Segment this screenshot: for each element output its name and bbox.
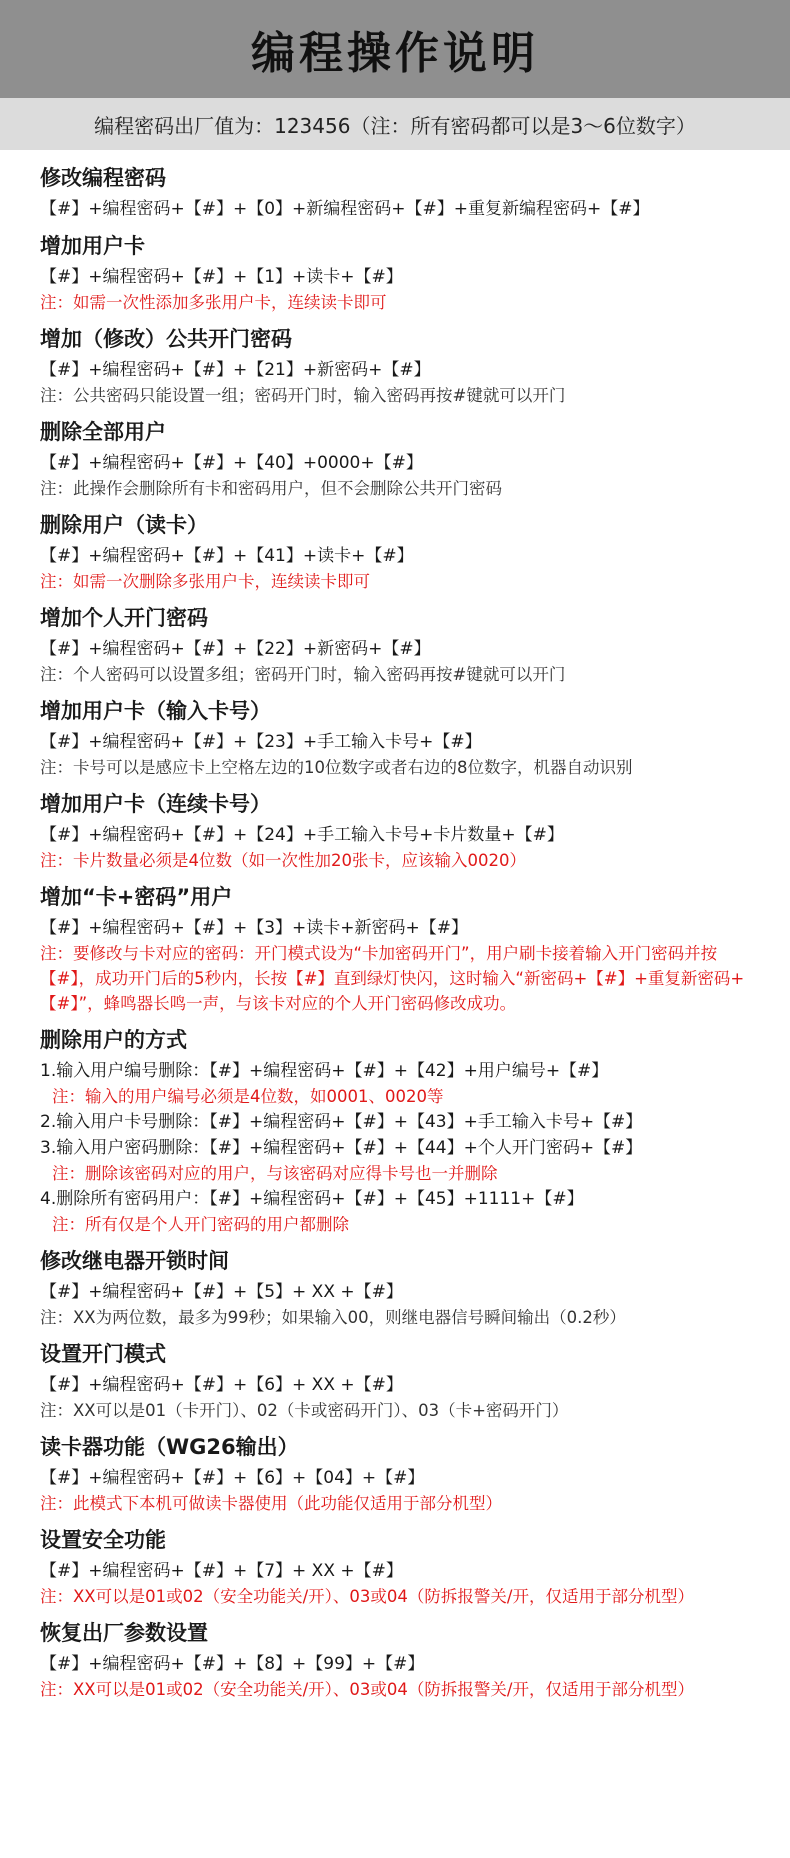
section-title: 增加“卡+密码”用户 <box>40 885 233 909</box>
section-add-consecutive-cards <box>40 790 750 873</box>
note-text: 注：此操作会删除所有卡和密码用户，但不会删除公共开门密码 <box>40 479 502 498</box>
section-public-password <box>40 325 750 408</box>
command-line: 【#】+编程密码+【#】+【3】+读卡+新密码+【#】 <box>40 918 469 938</box>
command-line: 【#】+编程密码+【#】+【21】+新密码+【#】 <box>40 360 431 380</box>
note-text: 注：要修改与卡对应的密码：开门模式设为“卡加密码开门”，用户刷卡接着输入开门密码并按【#】，成功开门后的5秒内，长按【#】直到绿灯快闪，这时输入“新密码+【#】+重复新密码+【#】”，蜂鸣器长鸣一声，与该卡对应的个人开门密码修改成功。 <box>40 944 745 1013</box>
page-title: 编程操作说明 <box>251 28 539 79</box>
note-text: 注：输入的用户编号必须是4位数，如0001、0020等 <box>52 1087 444 1106</box>
factory-password-note: 编程密码出厂值为：123456（注：所有密码都可以是3～6位数字） <box>0 98 790 150</box>
note-text: 注：卡片数量必须是4位数（如一次性加20张卡，应该输入0020） <box>40 851 526 870</box>
section-title: 增加个人开门密码 <box>40 606 208 630</box>
command-line: 【#】+编程密码+【#】+【5】+ XX +【#】 <box>40 1282 403 1302</box>
note-text: 注：XX可以是01或02（安全功能关/开）、03或04（防拆报警关/开，仅适用于部分机型） <box>40 1587 694 1606</box>
section-change-program-password <box>40 164 750 222</box>
command-line: 【#】+编程密码+【#】+【22】+新密码+【#】 <box>40 639 431 659</box>
section-title: 设置安全功能 <box>40 1528 166 1552</box>
section-delete-user-methods <box>40 1026 750 1237</box>
note-text: 注：如需一次删除多张用户卡，连续读卡即可 <box>40 572 370 591</box>
section-title: 增加（修改）公共开门密码 <box>40 327 292 351</box>
note-text: 注：所有仅是个人开门密码的用户都删除 <box>52 1215 349 1234</box>
note-text: 注：XX可以是01或02（安全功能关/开）、03或04（防拆报警关/开，仅适用于部分机型） <box>40 1680 694 1699</box>
note-text: 注：XX为两位数，最多为99秒；如果输入00，则继电器信号瞬间输出（0.2秒） <box>40 1308 626 1327</box>
command-line: 【#】+编程密码+【#】+【1】+读卡+【#】 <box>40 267 403 287</box>
section-delete-user-read-card <box>40 511 750 594</box>
command-line: 【#】+编程密码+【#】+【6】+ XX +【#】 <box>40 1375 403 1395</box>
header-banner <box>0 0 790 98</box>
section-door-mode <box>40 1340 750 1423</box>
section-title: 修改继电器开锁时间 <box>40 1249 229 1273</box>
section-relay-time <box>40 1247 750 1330</box>
section-title: 修改编程密码 <box>40 166 166 190</box>
command-line: 【#】+编程密码+【#】+【24】+手工输入卡号+卡片数量+【#】 <box>40 825 564 845</box>
section-title: 读卡器功能（WG26输出） <box>40 1435 299 1459</box>
note-text: 注：公共密码只能设置一组；密码开门时，输入密码再按#键就可以开门 <box>40 386 566 405</box>
note-text: 注：此模式下本机可做读卡器使用（此功能仅适用于部分机型） <box>40 1494 502 1513</box>
section-title: 增加用户卡 <box>40 234 145 258</box>
command-line: 【#】+编程密码+【#】+【40】+0000+【#】 <box>40 453 423 473</box>
note-text: 注：XX可以是01（卡开门）、02（卡或密码开门）、03（卡+密码开门） <box>40 1401 569 1420</box>
note-text: 注：个人密码可以设置多组；密码开门时，输入密码再按#键就可以开门 <box>40 665 566 684</box>
command-line: 【#】+编程密码+【#】+【0】+新编程密码+【#】+重复新编程密码+【#】 <box>40 199 650 219</box>
section-factory-reset <box>40 1619 750 1702</box>
command-line: 【#】+编程密码+【#】+【7】+ XX +【#】 <box>40 1561 403 1581</box>
command-line: 【#】+编程密码+【#】+【6】+【04】+【#】 <box>40 1468 425 1488</box>
command-line: 3.输入用户密码删除：【#】+编程密码+【#】+【44】+个人开门密码+【#】 <box>40 1138 643 1158</box>
command-line: 【#】+编程密码+【#】+【41】+读卡+【#】 <box>40 546 414 566</box>
section-title: 删除全部用户 <box>40 420 166 444</box>
instruction-list <box>0 150 790 1702</box>
section-add-card-by-number <box>40 697 750 780</box>
section-title: 设置开门模式 <box>40 1342 166 1366</box>
note-text: 注：如需一次性添加多张用户卡，连续读卡即可 <box>40 293 387 312</box>
section-delete-all-users <box>40 418 750 501</box>
command-line: 2.输入用户卡号删除：【#】+编程密码+【#】+【43】+手工输入卡号+【#】 <box>40 1112 643 1132</box>
note-text: 注：删除该密码对应的用户，与该密码对应得卡号也一并删除 <box>52 1164 498 1183</box>
section-personal-password <box>40 604 750 687</box>
section-title: 增加用户卡（连续卡号） <box>40 792 271 816</box>
command-line: 【#】+编程密码+【#】+【8】+【99】+【#】 <box>40 1654 425 1674</box>
section-title: 恢复出厂参数设置 <box>40 1621 208 1645</box>
command-line: 1.输入用户编号删除：【#】+编程密码+【#】+【42】+用户编号+【#】 <box>40 1061 609 1081</box>
note-text: 注：卡号可以是感应卡上空格左边的10位数字或者右边的8位数字，机器自动识别 <box>40 758 633 777</box>
section-title: 增加用户卡（输入卡号） <box>40 699 271 723</box>
section-title: 删除用户的方式 <box>40 1028 187 1052</box>
section-reader-mode <box>40 1433 750 1516</box>
command-line: 【#】+编程密码+【#】+【23】+手工输入卡号+【#】 <box>40 732 482 752</box>
section-card-plus-password <box>40 883 750 1016</box>
section-add-user-card <box>40 232 750 315</box>
section-title: 删除用户（读卡） <box>40 513 208 537</box>
command-line: 4.删除所有密码用户：【#】+编程密码+【#】+【45】+1111+【#】 <box>40 1189 584 1209</box>
section-security-function <box>40 1526 750 1609</box>
